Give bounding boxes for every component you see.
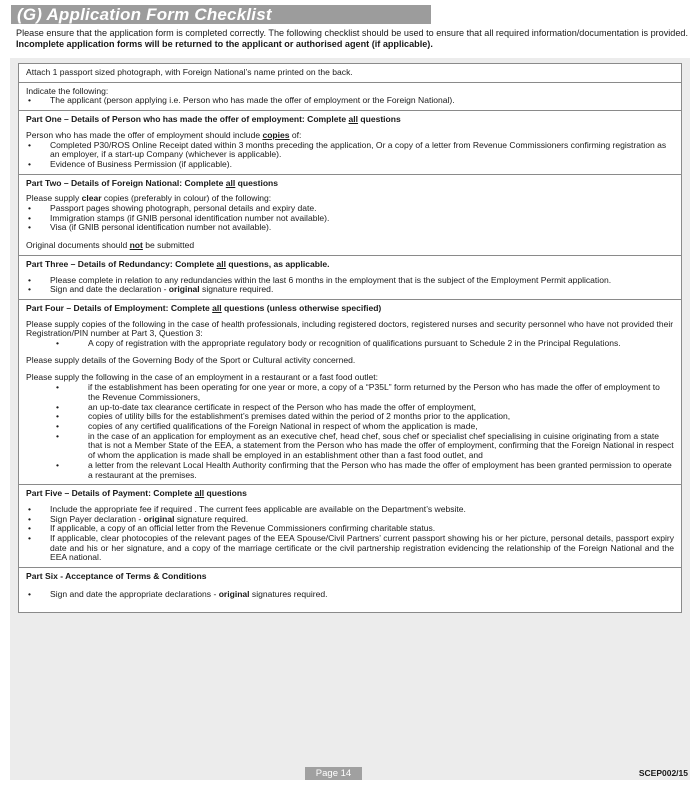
item-bold: original — [218, 588, 250, 599]
intro-bold: clear — [81, 193, 102, 204]
list-item: • Evidence of Business Permission (if applicable). — [26, 160, 674, 170]
part-three-heading — [26, 260, 674, 270]
section-part-six — [19, 567, 681, 611]
intro-underlined: copies — [262, 129, 290, 140]
list-item: • in the case of an application for employment as an executive chef, head chef, sous chef or specialist chef specialising in cuisine originating from a state that is not a Member State of the EEA, a statement from the Person who has made the offer of employment, confirming that the Foreign National in respect of whom the application is made shall be employed in an establishment other than a fast food outlet, and — [26, 432, 674, 461]
heading-underlined: all — [194, 488, 205, 499]
part-two-list — [26, 204, 674, 233]
list-item: • Passport pages showing photograph, personal details and expiry date. — [26, 204, 674, 214]
section-indicate — [19, 82, 681, 110]
section-photo — [19, 64, 681, 82]
page-title: (G) Application Form Checklist — [17, 5, 272, 24]
heading-text: questions — [358, 114, 401, 125]
intro-text: copies (preferably in colour) of the following: — [101, 193, 272, 204]
heading-text: questions — [204, 488, 247, 499]
note-underlined: not — [129, 240, 143, 251]
part-four-list2 — [26, 383, 674, 480]
part-four-list1 — [26, 339, 674, 349]
section-part-two — [19, 174, 681, 255]
photo-text: Attach 1 passport sized photograph, with Foreign National’s name printed on the back. — [26, 67, 353, 77]
indicate-list — [26, 96, 674, 106]
item-bold: original — [168, 284, 200, 295]
intro-text: Please ensure that the application form is completed correctly. The following checklist should be used to ensure that all required information/documentation is provided. — [16, 28, 688, 38]
item-bold: original — [143, 513, 175, 524]
part-two-heading — [26, 179, 674, 189]
list-item — [26, 590, 674, 600]
part-six-list — [26, 590, 674, 600]
heading-underlined: all — [225, 177, 236, 188]
list-item: • A copy of registration with the appropriate regulatory body or recognition of qualifications pursuant to Schedule 2 in the Principal Regulations. — [26, 339, 674, 349]
item-text: signatures required. — [249, 588, 328, 599]
heading-underlined: all — [348, 114, 358, 125]
part-one-heading — [26, 115, 674, 125]
heading-text: Part Five – Details of Payment: Complete — [26, 488, 195, 499]
item-text: signature required. — [174, 513, 249, 524]
list-item — [26, 285, 674, 295]
part-three-list — [26, 276, 674, 295]
intro-bold-text: Incomplete application forms will be returned to the applicant or authorised agent (if applicable). — [16, 38, 433, 49]
list-item: • if the establishment has been operating for one year or more, a copy of a “P35L” form returned by the Person who has made the offer of employment to the Revenue Commissioners, — [26, 383, 674, 402]
list-item: • copies of any certified qualifications of the Foreign National in respect of whom the application is made, — [26, 422, 674, 432]
heading-text: Part Four – Details of Employment: Complete — [26, 302, 213, 313]
section-part-five — [19, 484, 681, 567]
heading-underlined: all — [216, 258, 226, 269]
list-item: • The applicant (person applying i.e. Person who has made the offer of employment or the Foreign National). — [26, 96, 674, 106]
heading-text: questions (unless otherwise specified) — [221, 302, 382, 313]
document-code: SCEP002/15 — [638, 768, 688, 778]
list-item: • Please complete in relation to any redundancies within the last 6 months in the employment that is the subject of the Employment Permit application. — [26, 276, 674, 286]
section-part-four — [19, 299, 681, 484]
note-text: Original documents should — [26, 240, 130, 251]
part-four-para1: Please supply copies of the following in the case of health professionals, including registered doctors, registered nurses and security personnel who have not provided their Registration/PIN number at Part 3, Question 3: — [26, 318, 674, 339]
part-one-list — [26, 141, 674, 170]
list-item: • Visa (if GNIB personal identification number not available). — [26, 223, 674, 233]
list-item: • If applicable, a copy of an official letter from the Revenue Commissioners confirming charitable status. — [26, 524, 674, 534]
part-six-heading: Part Six - Acceptance of Terms & Conditions — [26, 571, 207, 582]
item-text: Sign Payer declaration - — [50, 513, 144, 524]
part-four-para3: Please supply the following in the case of an employment in a restaurant or a fast food outlet: — [26, 372, 379, 383]
part-two-note — [26, 241, 674, 251]
list-item: • If applicable, clear photocopies of the relevant pages of the EEA Spouse/Civil Partners’ current passport showing his or her picture, personal details, passport expiry date and his or her signature, and a copy of the marriage certificate or the civil partnership registration evidencing the relationship of the Foreign National and the EEA national. — [26, 534, 674, 563]
list-item: • Immigration stamps (if GNIB personal identification number not available). — [26, 214, 674, 224]
heading-text: questions — [235, 177, 279, 188]
item-text: Sign and date the appropriate declarations - — [50, 588, 219, 599]
heading-underlined: all — [212, 302, 222, 313]
intro-paragraph — [16, 28, 688, 49]
title-bar — [11, 5, 431, 24]
intro-text: Please supply — [26, 193, 82, 204]
list-item: • copies of utility bills for the establishment’s premises dated within the period of 2 months prior to the application, — [26, 412, 674, 422]
list-item: • Completed P30/ROS Online Receipt dated within 3 months preceding the application, Or a copy of a letter from Revenue Commissioners confirming registration as an employer, if a start-up Company (whichever is applicable). — [26, 141, 674, 160]
heading-text: Part One – Details of Person who has made the offer of employment: Complete — [26, 114, 349, 125]
part-five-heading — [26, 489, 674, 499]
heading-text: questions, as applicable. — [225, 258, 330, 269]
indicate-intro: Indicate the following: — [26, 85, 109, 96]
item-text: Sign and date the declaration - — [50, 284, 169, 295]
section-part-one — [19, 110, 681, 174]
heading-text: Part Three – Details of Redundancy: Complete — [26, 258, 217, 269]
heading-text: Part Two – Details of Foreign National: Complete — [26, 177, 226, 188]
note-text: be submitted — [142, 240, 195, 251]
part-five-list — [26, 505, 674, 563]
part-four-para2: Please supply details of the Governing Body of the Sport or Cultural activity concerned. — [26, 354, 356, 365]
list-item: • a letter from the relevant Local Health Authority confirming that the Person who has made the offer of employment has been granted permission to operate a restaurant at the premises. — [26, 461, 674, 480]
checklist-box — [18, 63, 682, 613]
part-four-heading — [26, 304, 674, 314]
list-item: • Include the appropriate fee if required . The current fees applicable are available on the Department’s website. — [26, 505, 674, 515]
intro-text: Person who has made the offer of employment should include — [26, 129, 263, 140]
page-number: Page 14 — [305, 767, 362, 780]
section-part-three — [19, 255, 681, 299]
list-item: • an up-to-date tax clearance certificate in respect of the Person who has made the offer of employment, — [26, 403, 674, 413]
intro-text: of: — [289, 129, 302, 140]
item-text: signature required. — [199, 284, 274, 295]
